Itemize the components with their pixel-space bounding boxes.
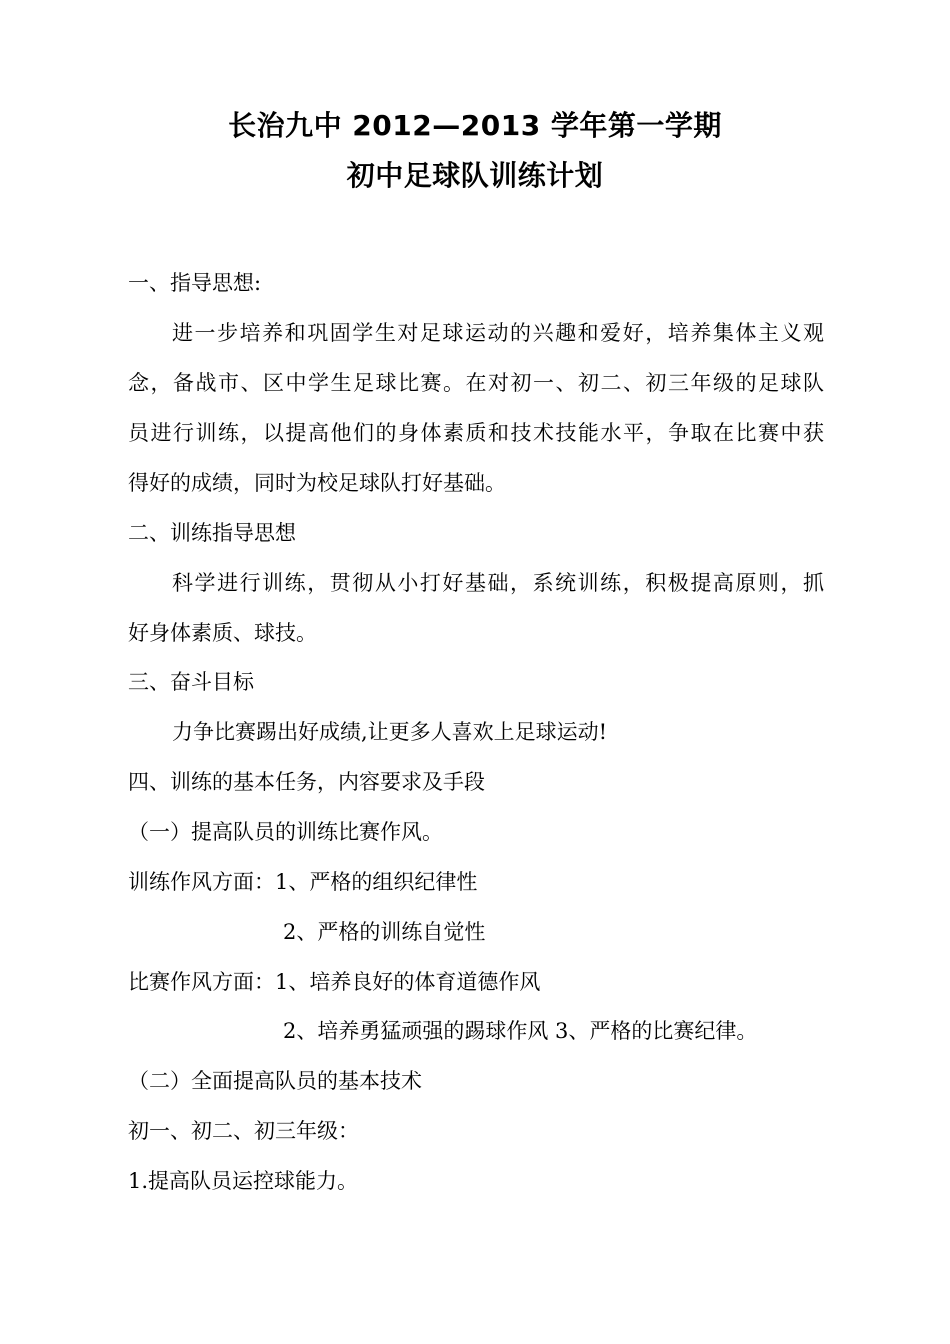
section-heading-3: 三、奋斗目标 <box>128 670 254 694</box>
section-heading-2: 二、训练指导思想 <box>128 521 296 545</box>
paragraph-line: 得好的成绩，同时为校足球队打好基础。 <box>128 471 506 495</box>
list-item: 1.提高队员运控球能力。 <box>128 1169 359 1193</box>
document-title: 长治九中 2012—2013 学年第一学期 <box>228 109 722 142</box>
document-subtitle: 初中足球队训练计划 <box>346 159 604 192</box>
paragraph-line: 进一步培养和巩固学生对足球运动的兴趣和爱好，培养集体主义观 <box>172 321 824 345</box>
paragraph-line: 好身体素质、球技。 <box>128 621 317 645</box>
paragraph-line: 念，备战市、区中学生足球比赛。在对初一、初二、初三年级的足球队 <box>128 371 824 395</box>
paragraph-line: 科学进行训练，贯彻从小打好基础，系统训练，积极提高原则，抓 <box>172 571 824 595</box>
subsection-heading: （二）全面提高队员的基本技术 <box>128 1069 422 1093</box>
list-item: 训练作风方面：1、严格的组织纪律性 <box>128 870 478 894</box>
subsection-heading: （一）提高队员的训练比赛作风。 <box>128 820 443 844</box>
paragraph-line: 员进行训练，以提高他们的身体素质和技术技能水平，争取在比赛中获 <box>128 421 824 445</box>
section-heading-4: 四、训练的基本任务，内容要求及手段 <box>128 770 485 794</box>
section-heading-1: 一、指导思想: <box>128 271 262 295</box>
list-item: 比赛作风方面：1、培养良好的体育道德作风 <box>128 970 541 994</box>
paragraph-line: 力争比赛踢出好成绩,让更多人喜欢上足球运动! <box>172 720 608 744</box>
list-item: 2、培养勇猛顽强的踢球作风 3、严格的比赛纪律。 <box>283 1019 758 1043</box>
list-item: 2、严格的训练自觉性 <box>283 920 486 944</box>
paragraph-line: 初一、初二、初三年级： <box>128 1119 359 1143</box>
